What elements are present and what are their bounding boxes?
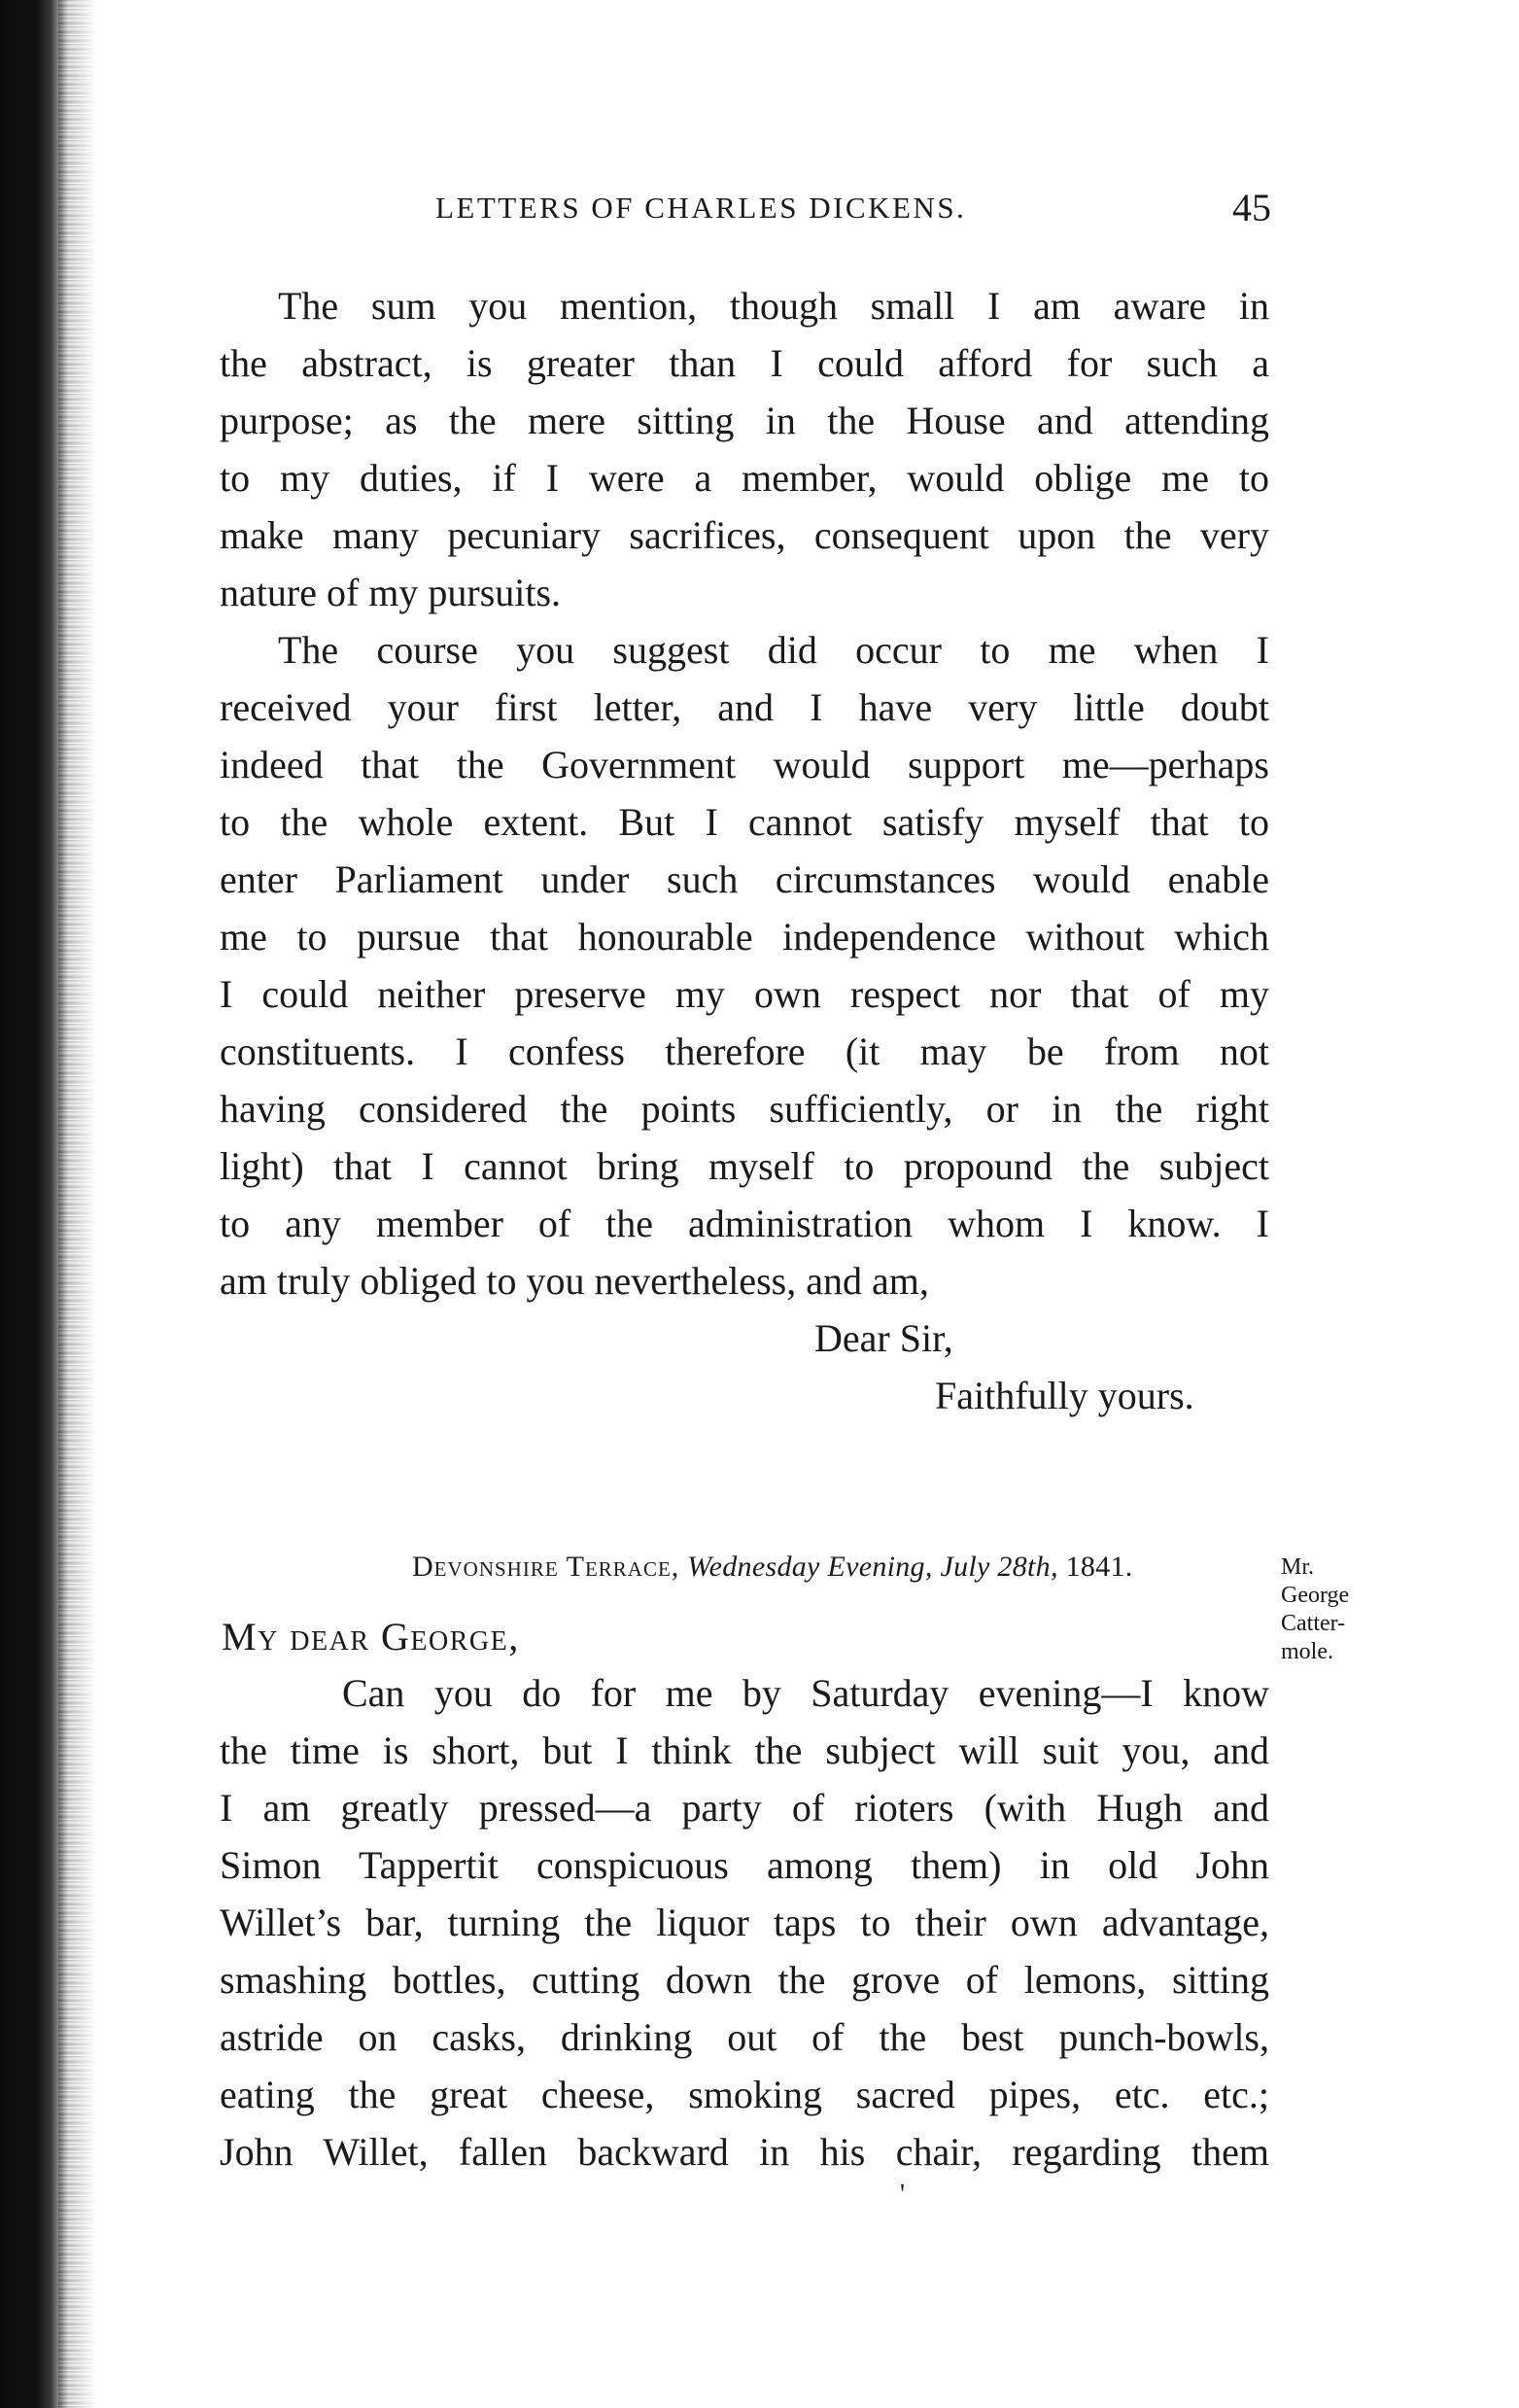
letter1-line: The course you suggest did occur to me when I [278, 628, 1269, 672]
letter1-line: light) that I cannot bring myself to propound the subject [220, 1144, 1269, 1188]
letter2-salutation: My dear George, [222, 1615, 520, 1658]
letter1-line: make many pecuniary sacrifices, consequent upon the very [220, 513, 1269, 557]
letter2-line: smashing bottles, cutting down the grove of lemons, sitting [220, 1958, 1269, 2002]
letter2-line: the time is short, but I think the subject will suit you, and [220, 1728, 1269, 1772]
dateline-day: Wednesday Evening, July 28th, [687, 1551, 1058, 1583]
running-head: LETTERS OF CHARLES DICKENS. [435, 191, 967, 225]
letter1-line: am truly obliged to you nevertheless, and am, [220, 1259, 929, 1303]
letter2-line: John Willet, fallen backward in his chair, regarding them [220, 2130, 1269, 2174]
scan-gutter-fringe [58, 0, 97, 2408]
margin-note [1281, 1553, 1349, 1666]
letter1-line: purpose; as the mere sitting in the House and attending [220, 399, 1269, 442]
stray-mark: ' [900, 2180, 906, 2210]
letter2-line: eating the great cheese, smoking sacred pipes, etc. etc.; [220, 2073, 1269, 2116]
letter2-line: Can you do for me by Saturday evening—I know [342, 1671, 1269, 1715]
page-number: 45 [1232, 186, 1271, 229]
letter1-line: received your first letter, and I have very little doubt [220, 685, 1269, 729]
margin-note-line: Mr. [1281, 1554, 1315, 1580]
dateline-year: 1841. [1065, 1551, 1133, 1583]
dateline-place: Devonshire Terrace, [412, 1551, 680, 1583]
letter1-line: enter Parliament under such circumstances would enable [220, 857, 1269, 901]
letter1-line: to any member of the administration whom I know. I [220, 1202, 1269, 1245]
letter1-line: indeed that the Government would support me—perhaps [220, 743, 1269, 786]
letter1-line: having considered the points sufficiently, or in the right [220, 1087, 1269, 1131]
letter1-signature: Faithfully yours. [935, 1374, 1194, 1417]
letter2-line: I am greatly pressed—a party of rioters (with Hugh and [220, 1786, 1269, 1830]
letter2-line: Simon Tappertit conspicuous among them) in old John [220, 1843, 1269, 1887]
letter1-line: to my duties, if I were a member, would oblige me to [220, 456, 1269, 500]
letter1-line: The sum you mention, though small I am aware in [278, 284, 1269, 328]
letter2-line: astride on casks, drinking out of the best punch-bowls, [220, 2015, 1269, 2059]
margin-note-line: mole. [1281, 1639, 1333, 1664]
letter1-line: constituents. I confess therefore (it may be from not [220, 1030, 1269, 1073]
margin-note-line: George [1281, 1583, 1350, 1608]
letter1-line: nature of my pursuits. [220, 571, 562, 614]
letter1-line: me to pursue that honourable independence without which [220, 915, 1269, 959]
margin-note-line: Catter- [1281, 1611, 1346, 1636]
letter2-line: Willet’s bar, turning the liquor taps to their own advantage, [220, 1901, 1269, 1944]
letter1-closing: Dear Sir, [814, 1316, 953, 1360]
letter1-line: I could neither preserve my own respect nor that of my [220, 972, 1269, 1016]
letter1-line: the abstract, is greater than I could afford for such a [220, 341, 1269, 385]
letter1-line: to the whole extent. But I cannot satisfy myself that to [220, 800, 1269, 844]
letter2-dateline [412, 1551, 1133, 1584]
